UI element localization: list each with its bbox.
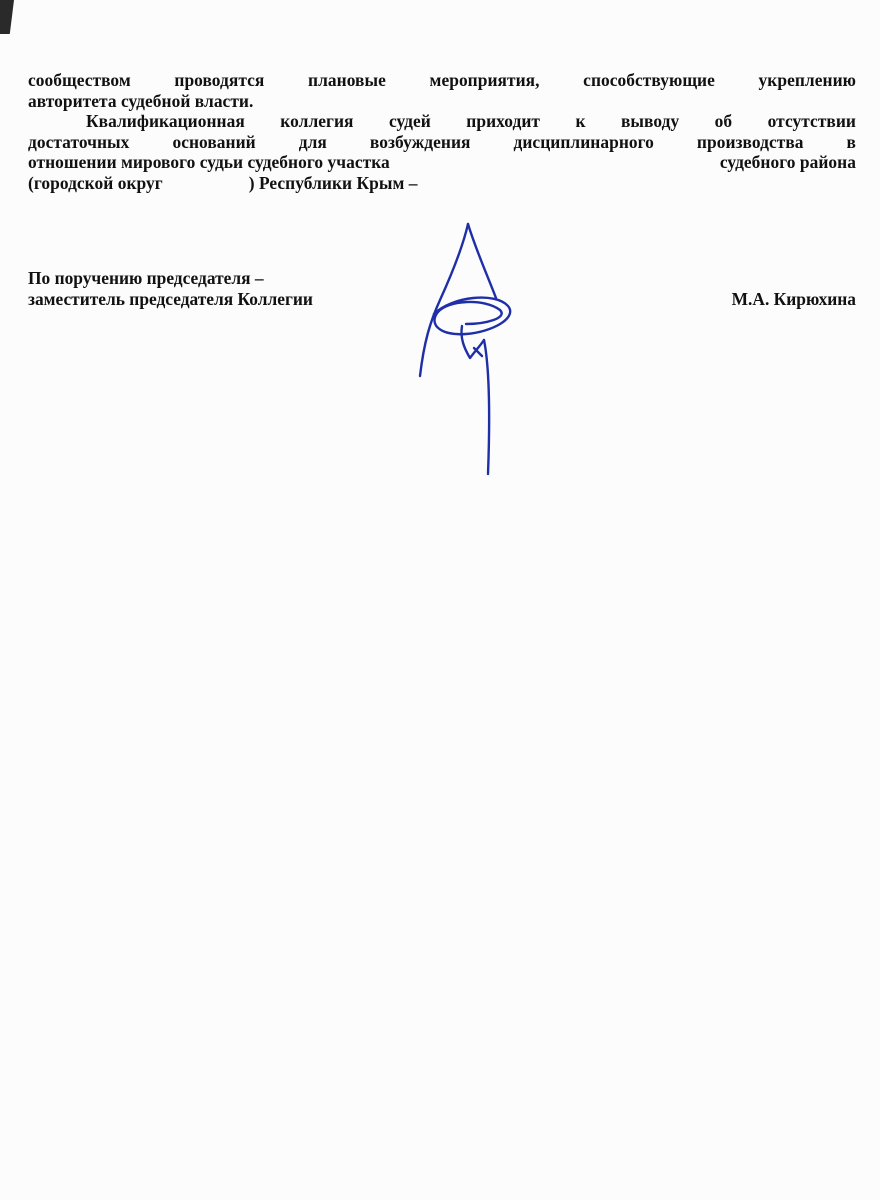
paragraph-2-line-1: Квалификационная коллегия судей приходит к выводу об отсутствии [86,111,856,131]
signer-role-line-1: По поручению председателя – [28,268,264,288]
paragraph-2-line-2: достаточных оснований для возбуждения дисциплинарного производства в [28,131,856,152]
paragraph-2-line-4-mid: ) Республики Крым – [248,172,418,193]
scan-corner-mark [0,0,14,34]
signer-role-line-2: заместитель председателя Коллегии [28,288,313,309]
paragraph-1-line-2: авторитета судебной власти. [28,90,254,111]
redacted-area [163,175,249,191]
paragraph-2-line-3-right: судебного района [719,152,856,172]
paragraph-2-line-3-left: отношении мирового судьи судебного участка [28,152,390,172]
paragraph-2-line-4 [28,173,856,194]
handwritten-signature [410,220,530,480]
paragraph-1-line-1: сообществом проводятся плановые мероприятия, способствующие укреплению [28,70,856,90]
signer-name: М.А. Кирюхина [731,288,856,309]
paragraph-2-line-3 [28,152,856,173]
paragraph-2-line-4-left: (городской округ [28,172,163,193]
document-body [28,70,856,193]
redacted-area [390,152,720,168]
